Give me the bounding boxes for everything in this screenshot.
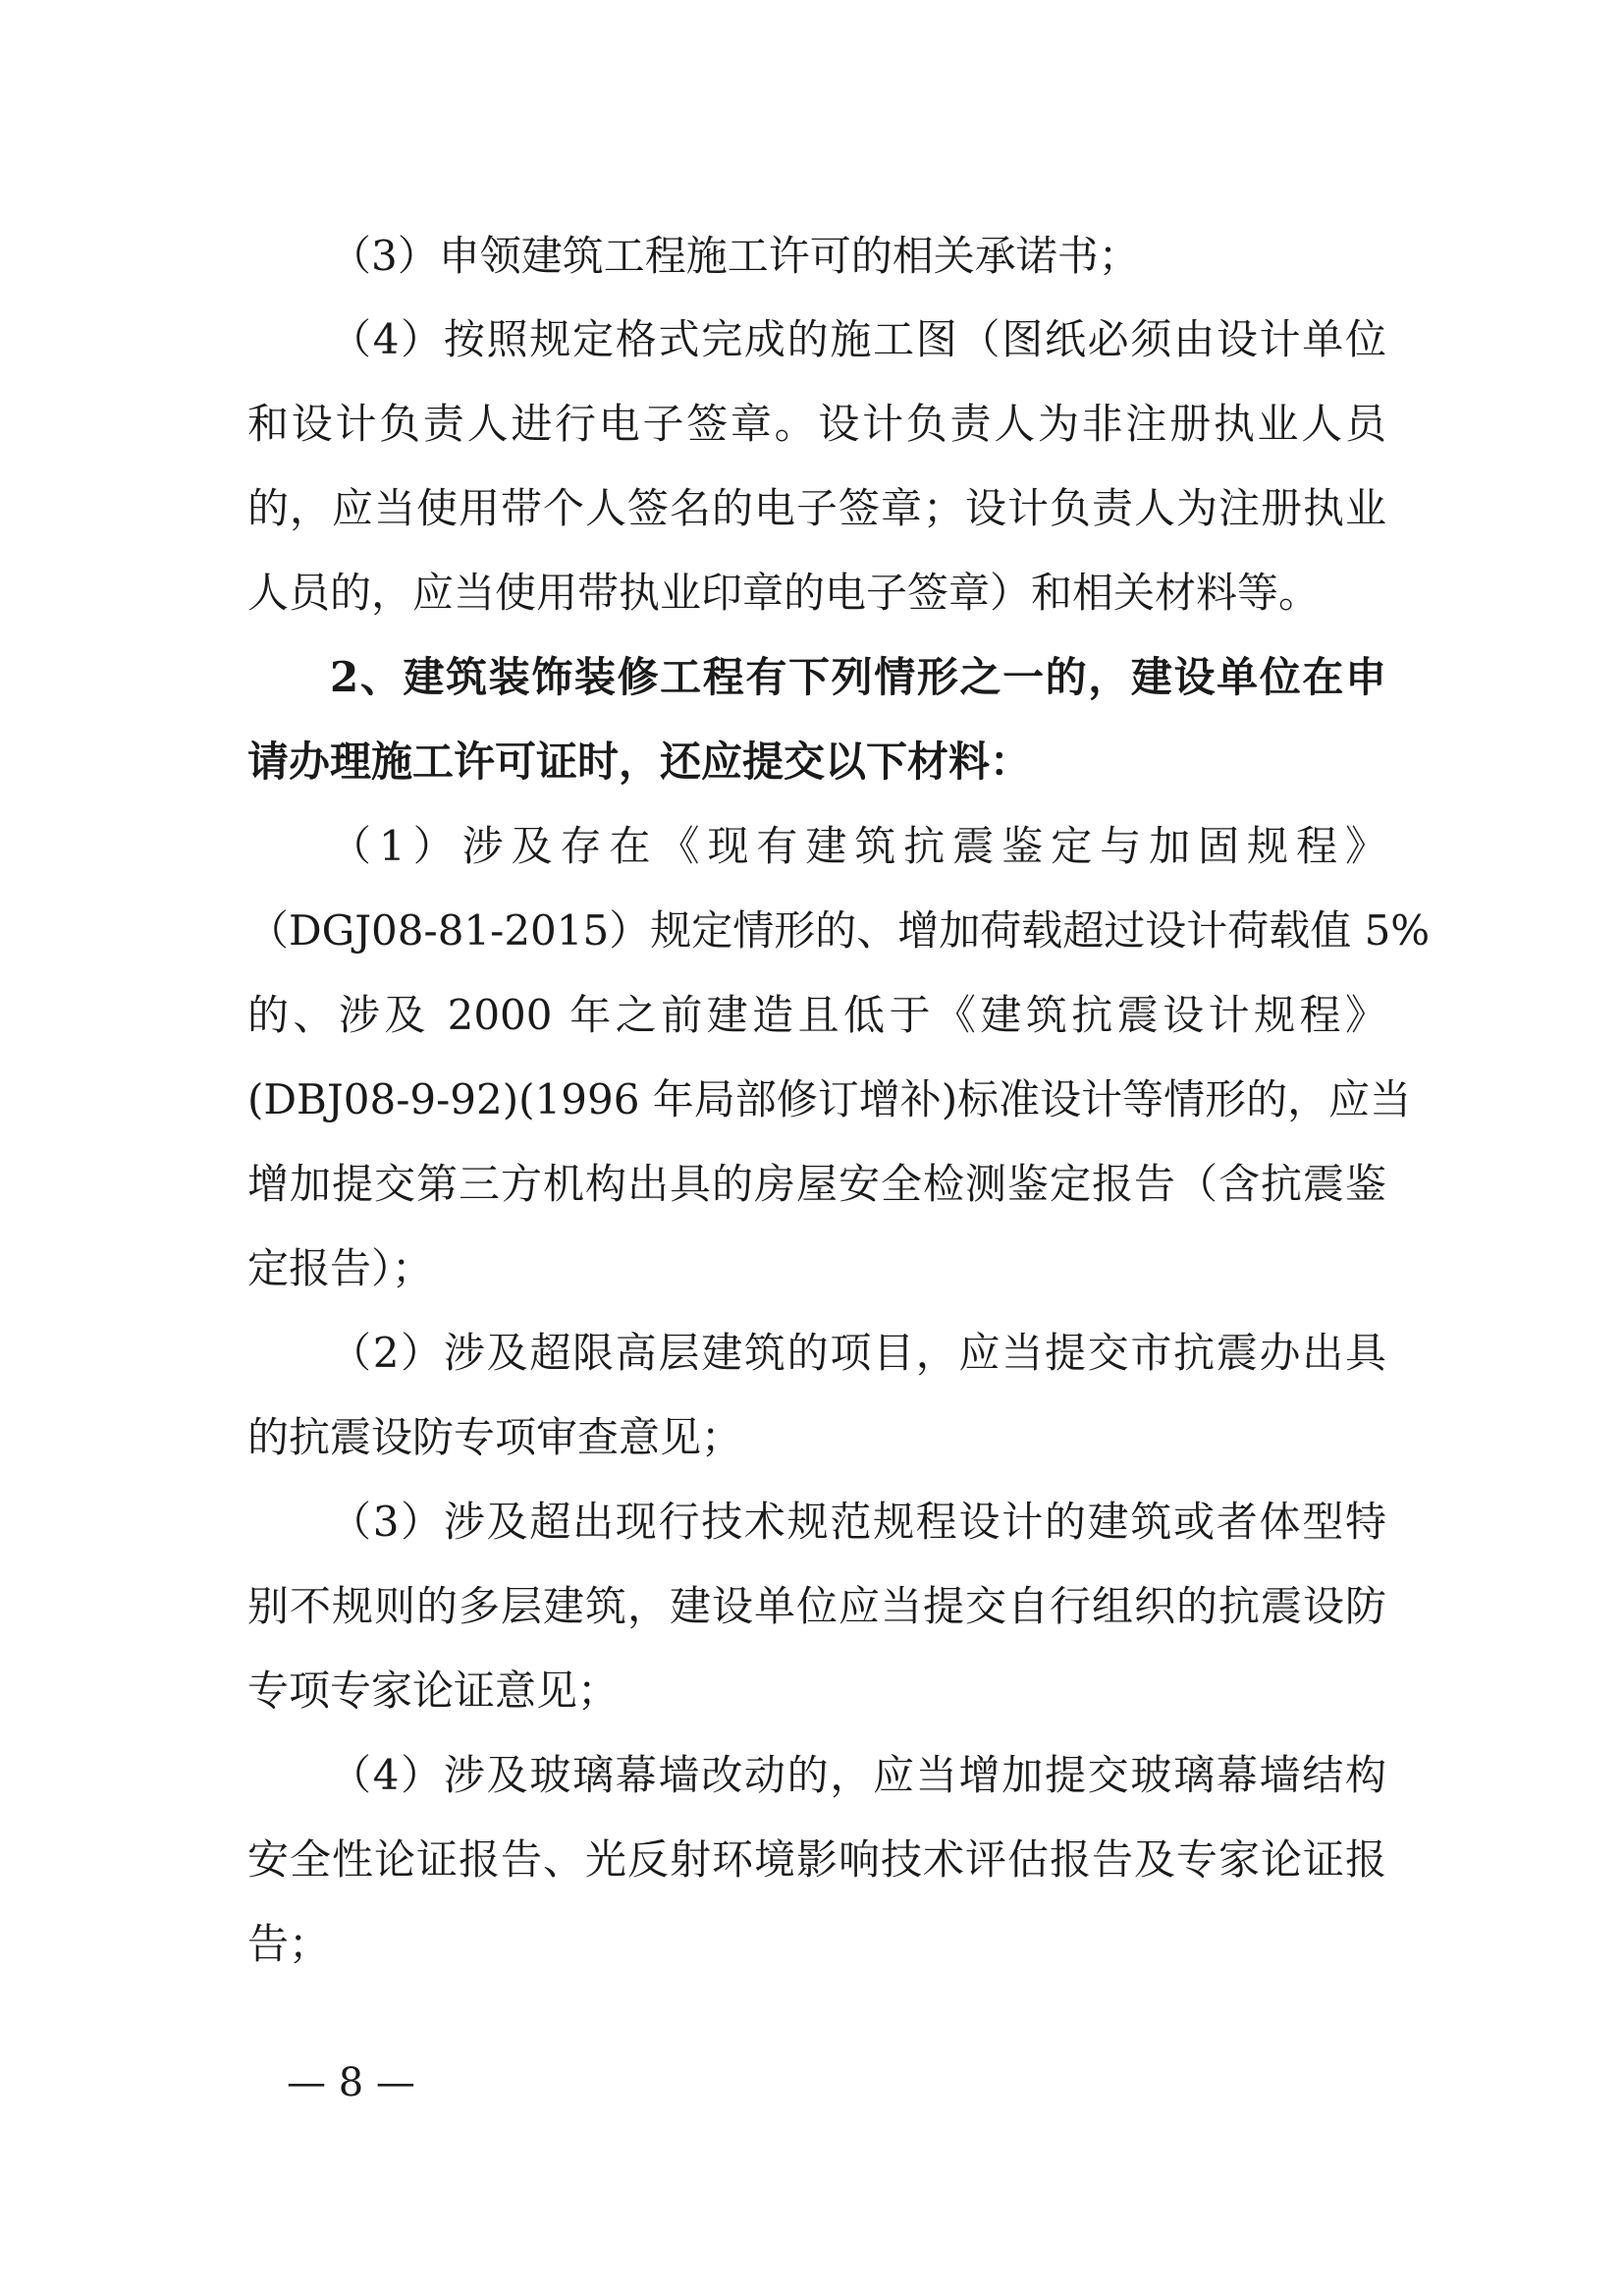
sub-item-1-line-6: 定报告）；: [247, 1244, 434, 1292]
paragraph-item-4-line-1: （4）按照规定格式完成的施工图（图纸必须由设计单位: [330, 315, 1386, 363]
paragraph-item-4-line-3: 的，应当使用带个人签名的电子签章；设计负责人为注册执业: [247, 484, 1386, 532]
paragraph-item-4-line-4: 人员的，应当使用带执业印章的电子签章）和相关材料等。: [247, 569, 1321, 617]
sub-item-1-line-4: (DBJ08-9-92)(1996 年局部修订增补)标准设计等情形的，应当: [247, 1075, 1412, 1123]
sub-item-1-line-2: （DGJ08-81-2015）规定情形的、增加荷载超过设计荷载值 5%: [247, 906, 1431, 955]
sub-item-3-line-1: （3）涉及超出现行技术规范规程设计的建筑或者体型特: [330, 1498, 1386, 1546]
sub-item-1-line-5: 增加提交第三方机构出具的房屋安全检测鉴定报告（含抗震鉴: [247, 1160, 1386, 1208]
sub-item-2-line-1: （2）涉及超限高层建筑的项目，应当提交市抗震办出具: [330, 1329, 1386, 1377]
sub-item-1-line-3: 的、涉及 2000 年之前建造且低于《建筑抗震设计规程》: [247, 991, 1386, 1039]
paragraph-item-4-line-2: 和设计负责人进行电子签章。设计负责人为非注册执业人员: [247, 400, 1386, 448]
sub-item-3-line-3: 专项专家论证意见；: [247, 1667, 620, 1715]
page-number: — 8 —: [287, 2060, 415, 2105]
sub-item-4-line-2: 安全性论证报告、光反射环境影响技术评估报告及专家论证报: [247, 1835, 1386, 1884]
paragraph-item-3-line-1: （3）申领建筑工程施工许可的相关承诺书；: [330, 232, 1140, 280]
sub-item-4-line-3: 告；: [247, 1920, 331, 1968]
section-2-heading-line-1: 2、建筑装饰装修工程有下列情形之一的，建设单位在申: [330, 653, 1386, 701]
sub-item-2-line-2: 的抗震设防专项审查意见；: [247, 1413, 743, 1461]
section-2-heading-line-2: 请办理施工许可证时，还应提交以下材料：: [247, 738, 1032, 786]
sub-item-4-line-1: （4）涉及玻璃幕墙改动的，应当增加提交玻璃幕墙结构: [330, 1751, 1386, 1799]
sub-item-3-line-2: 别不规则的多层建筑，建设单位应当提交自行组织的抗震设防: [247, 1582, 1386, 1630]
sub-item-1-line-1: （1）涉及存在《现有建筑抗震鉴定与加固规程》: [330, 822, 1386, 870]
